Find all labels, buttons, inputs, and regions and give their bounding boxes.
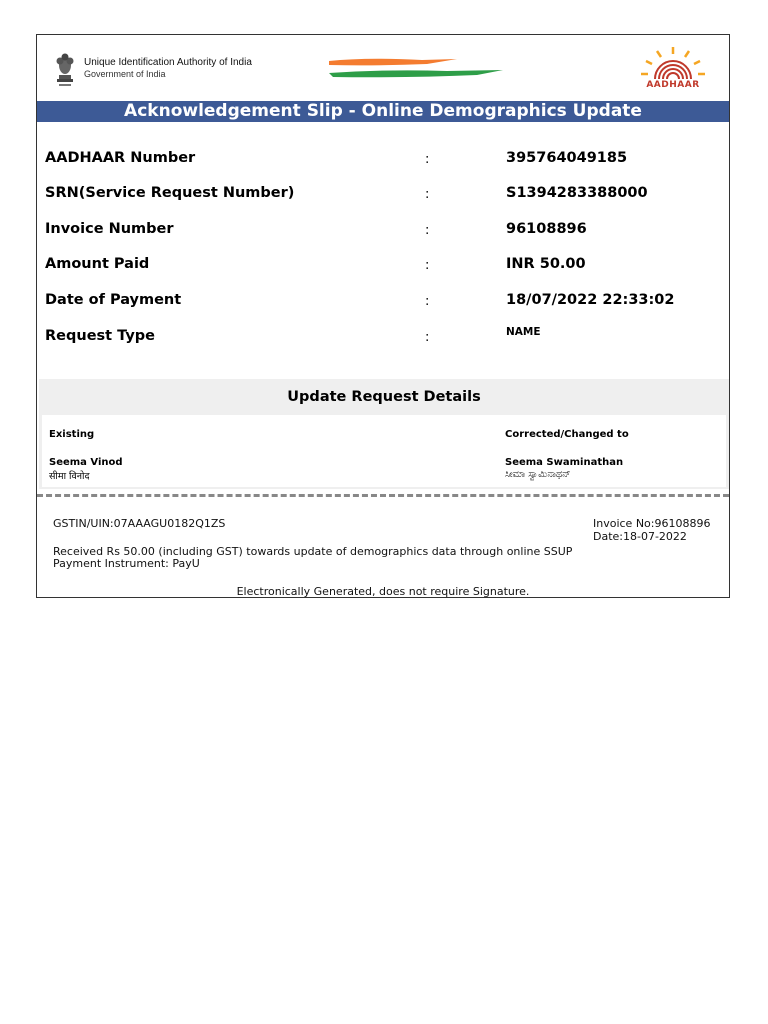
- detail-value: NAME: [506, 326, 541, 338]
- detail-value: INR 50.00: [506, 256, 586, 272]
- detail-row-aadhaar-number: [45, 150, 725, 170]
- detail-value: 96108896: [506, 221, 587, 237]
- received-text: Received Rs 50.00 (including GST) towards update of demographics data through online SSUP: [53, 545, 573, 558]
- aadhaar-logo-icon: [635, 43, 711, 99]
- national-emblem-icon: [53, 51, 77, 89]
- detail-row-invoice-number: [45, 221, 725, 241]
- detail-label: Invoice Number: [45, 221, 174, 237]
- corrected-name-local: ಸೀಮಾ ಸ್ವಾಮಿನಾಥನ್: [505, 469, 571, 480]
- detail-colon: :: [425, 330, 430, 345]
- slip-header: [37, 35, 729, 101]
- existing-name-local: सीमा विनोद: [49, 471, 90, 482]
- detail-colon: :: [425, 223, 430, 238]
- update-request-panel: [39, 379, 729, 489]
- detail-value: 18/07/2022 22:33:02: [506, 292, 675, 308]
- detail-row-date-of-payment: [45, 292, 725, 312]
- cut-line-divider: [37, 494, 729, 497]
- update-request-title: Update Request Details: [287, 389, 481, 405]
- slip-title: Acknowledgement Slip - Online Demographics Update: [37, 101, 729, 122]
- detail-row-request-type: [45, 328, 725, 348]
- acknowledgement-slip: [36, 34, 730, 598]
- existing-column-header: Existing: [49, 429, 95, 440]
- org-name: Unique Identification Authority of India: [84, 57, 252, 68]
- detail-colon: :: [425, 258, 430, 273]
- corrected-column-header: Corrected/Changed to: [505, 429, 629, 440]
- detail-row-srn: [45, 185, 725, 205]
- detail-value: 395764049185: [506, 150, 628, 166]
- invoice-date-text: Date:18-07-2022: [593, 530, 687, 543]
- detail-colon: :: [425, 152, 430, 167]
- detail-label: SRN(Service Request Number): [45, 185, 295, 201]
- payment-instrument-text: Payment Instrument: PayU: [53, 557, 200, 570]
- signature-note: Electronically Generated, does not require Signature.: [236, 585, 530, 598]
- detail-value: S1394283388000: [506, 185, 648, 201]
- detail-label: Date of Payment: [45, 292, 182, 308]
- update-request-table: [42, 415, 726, 487]
- invoice-no-text: Invoice No:96108896: [593, 517, 711, 530]
- aadhaar-logo-text: AADHAAR: [646, 80, 700, 90]
- corrected-name: Seema Swaminathan: [505, 457, 624, 468]
- org-subtitle: Government of India: [84, 69, 166, 79]
- detail-label: Amount Paid: [45, 256, 150, 272]
- detail-row-amount-paid: [45, 256, 725, 276]
- detail-label: Request Type: [45, 328, 155, 344]
- gstin-text: GSTIN/UIN:07AAAGU0182Q1ZS: [53, 517, 226, 530]
- tricolor-brush-icon: [327, 55, 507, 83]
- detail-colon: :: [425, 294, 430, 309]
- detail-label: AADHAAR Number: [45, 150, 196, 166]
- existing-name: Seema Vinod: [49, 457, 123, 468]
- detail-colon: :: [425, 187, 430, 202]
